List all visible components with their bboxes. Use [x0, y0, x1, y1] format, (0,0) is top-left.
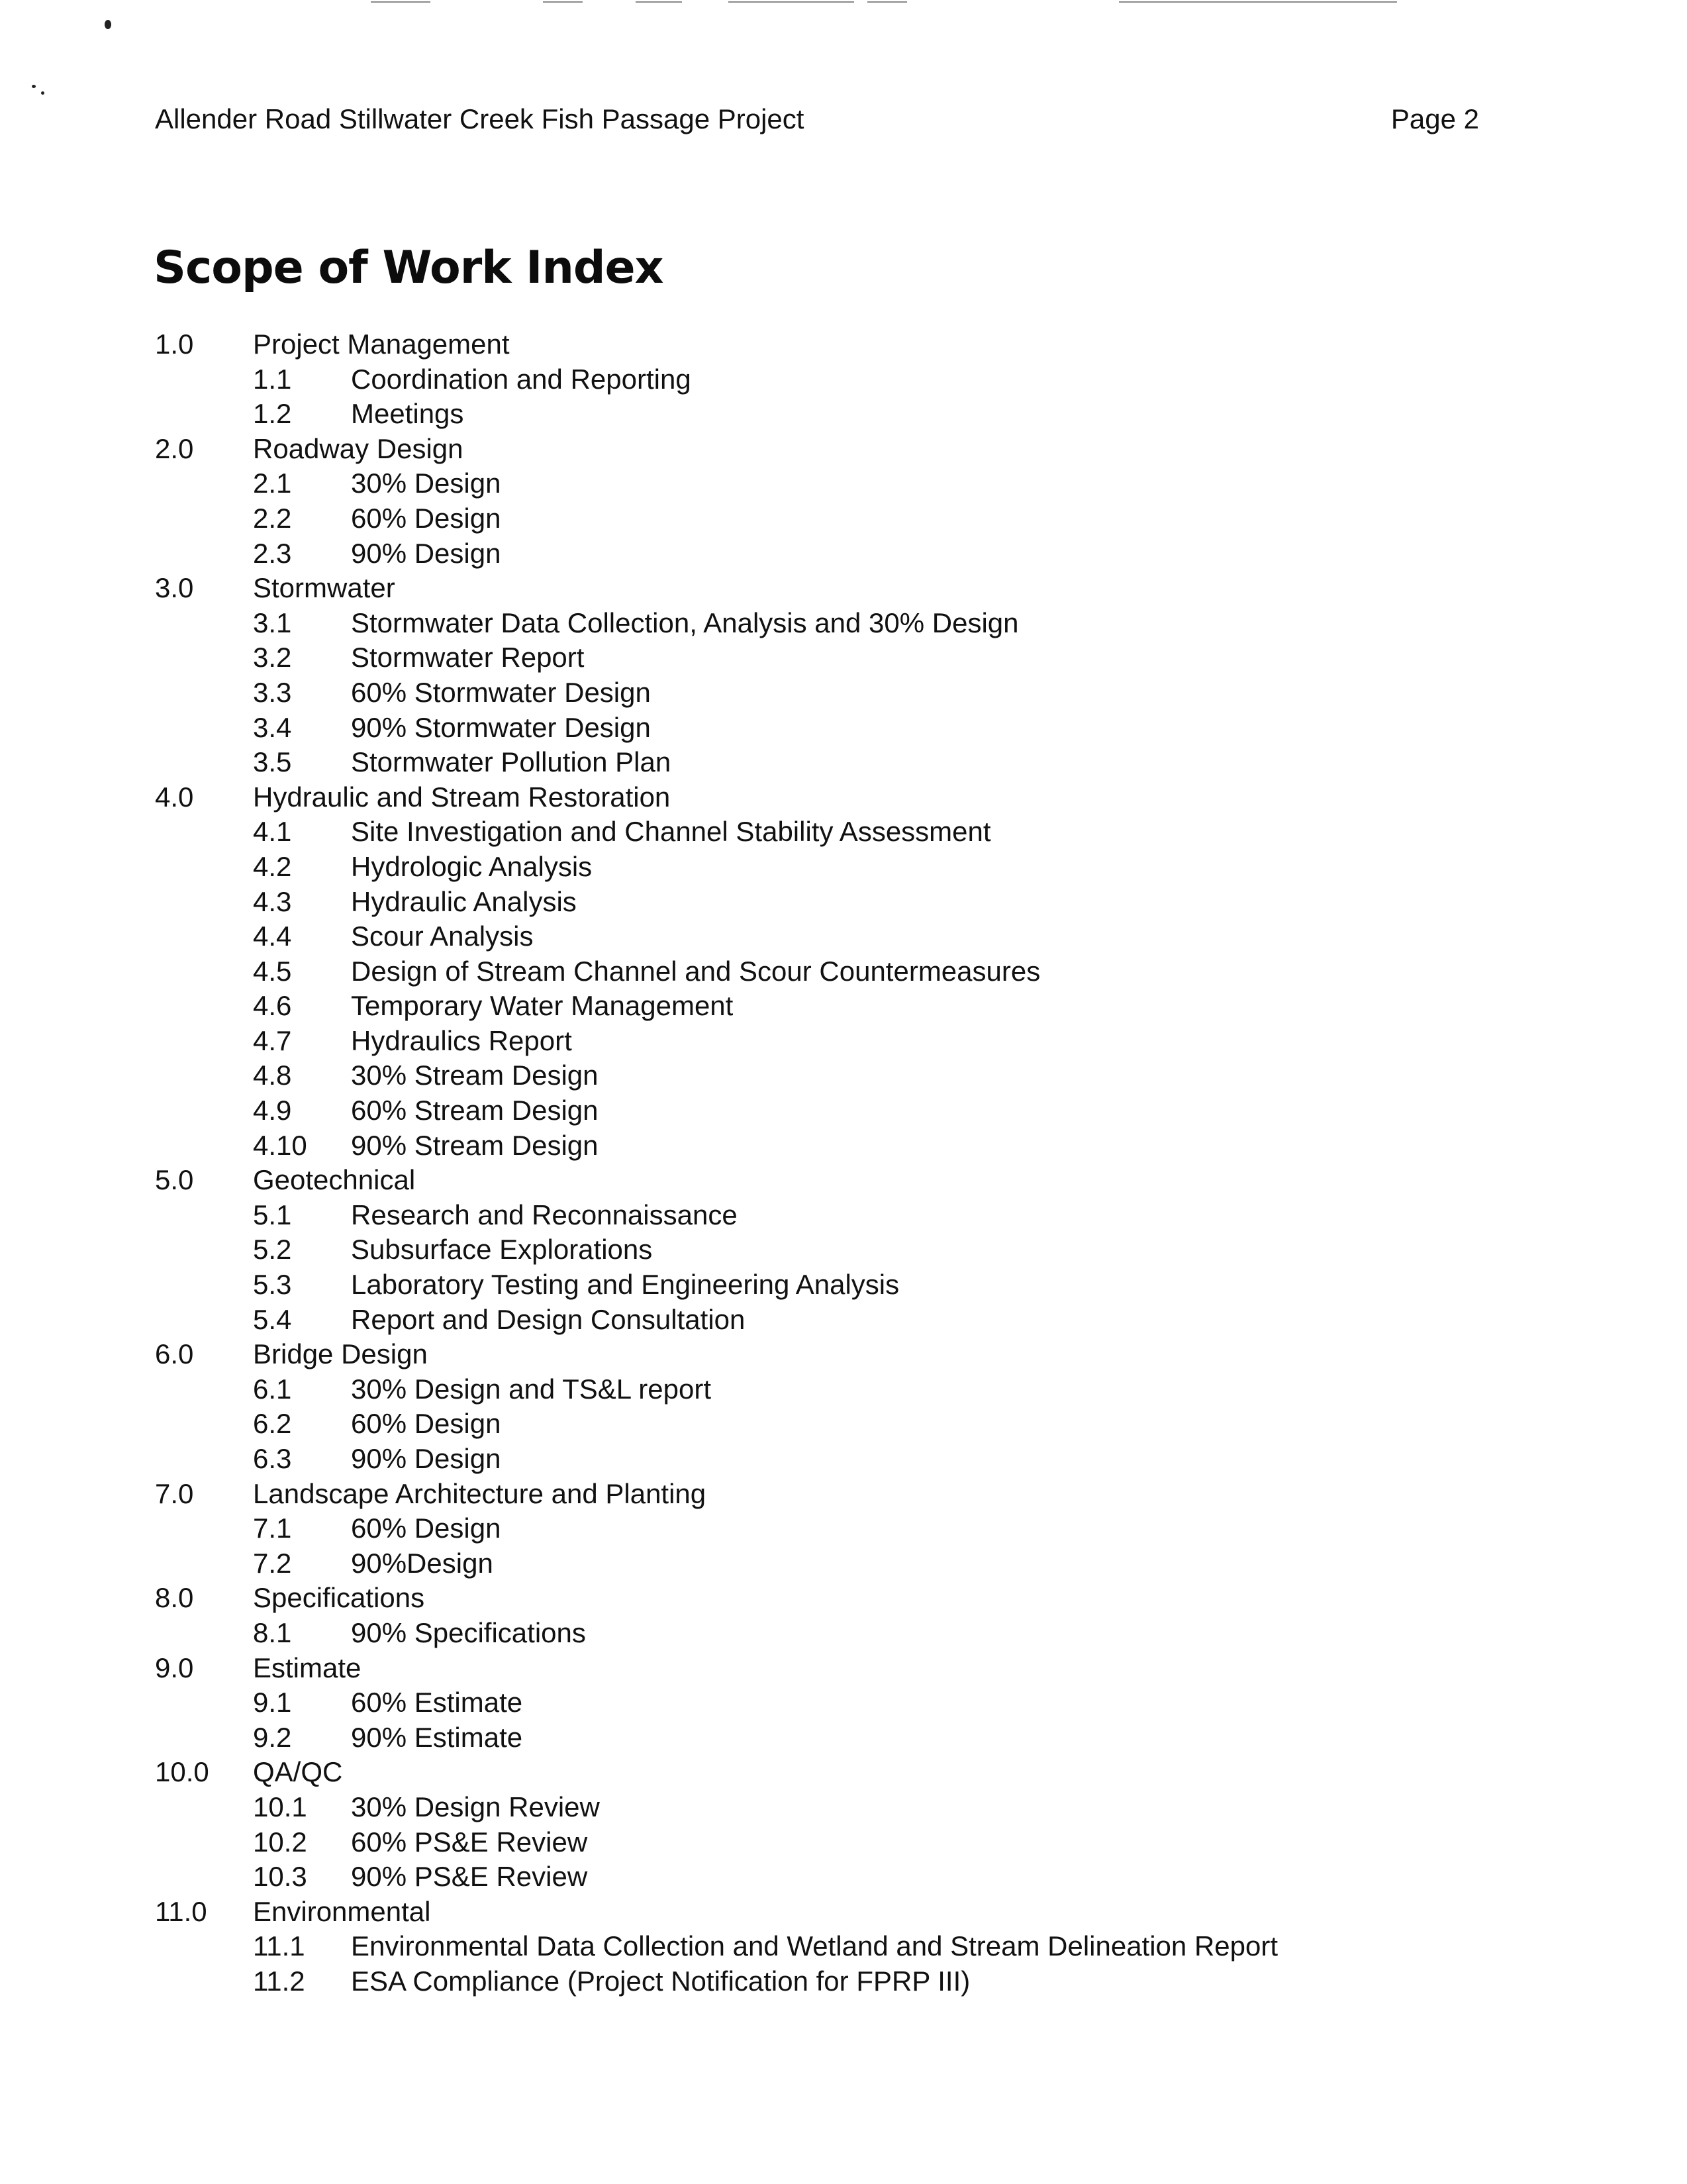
- section-number: 3.0: [155, 572, 194, 604]
- index-item: [155, 1058, 1545, 1093]
- index-item: [155, 1825, 1545, 1860]
- section-title: Stormwater: [253, 572, 395, 604]
- item-number: 2.2: [253, 502, 292, 534]
- item-number: 4.10: [253, 1129, 307, 1161]
- scan-speck: [41, 91, 44, 95]
- item-title: 90% Estimate: [351, 1721, 523, 1753]
- scan-speck: [105, 20, 111, 29]
- index-item: [155, 1407, 1545, 1442]
- item-title: 60% Design: [351, 1408, 501, 1440]
- item-number: 4.5: [253, 955, 292, 987]
- item-title: Hydraulics Report: [351, 1024, 572, 1056]
- item-title: 60% Stormwater Design: [351, 676, 651, 708]
- item-number: 3.1: [253, 607, 292, 638]
- document-title: Allender Road Stillwater Creek Fish Passage Project: [155, 103, 804, 134]
- item-title: Scour Analysis: [351, 920, 534, 952]
- item-title: 30% Design: [351, 468, 501, 499]
- index-item: [155, 397, 1545, 432]
- item-title: 60% Stream Design: [351, 1095, 599, 1126]
- index-item: [155, 362, 1545, 397]
- item-number: 10.2: [253, 1826, 307, 1858]
- section-title: Environmental: [253, 1895, 431, 1927]
- index-item: [155, 1685, 1545, 1720]
- item-number: 9.1: [253, 1687, 292, 1718]
- index-item: [155, 1267, 1545, 1303]
- section-number: 8.0: [155, 1582, 194, 1614]
- section-title: QA/QC: [253, 1756, 343, 1788]
- index-item: [155, 1093, 1545, 1128]
- section-number: 6.0: [155, 1338, 194, 1370]
- section-number: 2.0: [155, 432, 194, 464]
- page-header: [155, 103, 1479, 143]
- index-item: [155, 1024, 1545, 1059]
- index-item: [155, 954, 1545, 989]
- scan-speck: [32, 85, 36, 88]
- index-item: [155, 919, 1545, 954]
- item-number: 7.1: [253, 1513, 292, 1544]
- item-title: Report and Design Consultation: [351, 1303, 746, 1335]
- index-item: [155, 1372, 1545, 1407]
- item-title: 30% Design and TS&L report: [351, 1373, 711, 1405]
- index-item: [155, 1790, 1545, 1825]
- section-number: 11.0: [155, 1895, 207, 1927]
- item-title: 60% Design: [351, 502, 501, 534]
- item-title: Meetings: [351, 398, 464, 430]
- item-title: 30% Design Review: [351, 1791, 600, 1822]
- item-title: Subsurface Explorations: [351, 1234, 653, 1266]
- index-item: [155, 466, 1545, 501]
- item-number: 6.1: [253, 1373, 292, 1405]
- item-title: 30% Stream Design: [351, 1060, 599, 1091]
- item-number: 3.3: [253, 676, 292, 708]
- item-number: 1.1: [253, 363, 292, 395]
- section-number: 1.0: [155, 328, 194, 360]
- index-item: [155, 850, 1545, 885]
- item-title: 90%Design: [351, 1547, 493, 1579]
- item-number: 2.3: [253, 537, 292, 569]
- scope-of-work-index: [155, 327, 1545, 1999]
- item-number: 11.2: [253, 1965, 305, 1997]
- item-number: 3.2: [253, 642, 292, 673]
- index-item: [155, 711, 1545, 746]
- index-item: [155, 1546, 1545, 1581]
- index-section: [155, 1581, 1545, 1616]
- index-item: [155, 1964, 1545, 1999]
- item-title: Stormwater Data Collection, Analysis and 30% Design: [351, 607, 1019, 638]
- item-title: Site Investigation and Channel Stability Assessment: [351, 816, 991, 848]
- item-number: 3.4: [253, 711, 292, 743]
- index-item: [155, 1616, 1545, 1651]
- section-title: Bridge Design: [253, 1338, 428, 1370]
- index-item: [155, 1929, 1545, 1964]
- item-number: 4.9: [253, 1095, 292, 1126]
- item-title: Hydraulic Analysis: [351, 885, 577, 917]
- item-number: 4.7: [253, 1024, 292, 1056]
- index-section: [155, 780, 1545, 815]
- item-title: Stormwater Pollution Plan: [351, 746, 671, 778]
- index-item: [155, 745, 1545, 780]
- index-item: [155, 675, 1545, 711]
- item-title: Research and Reconnaissance: [351, 1199, 738, 1230]
- scan-artifacts: [344, 0, 1404, 5]
- item-title: 60% Design: [351, 1513, 501, 1544]
- item-number: 9.2: [253, 1721, 292, 1753]
- item-number: 3.5: [253, 746, 292, 778]
- item-title: Environmental Data Collection and Wetland and Stream Delineation Report: [351, 1930, 1278, 1962]
- index-item: [155, 1232, 1545, 1267]
- item-title: Design of Stream Channel and Scour Countermeasures: [351, 955, 1041, 987]
- section-title: Hydraulic and Stream Restoration: [253, 781, 671, 813]
- index-section: [155, 1651, 1545, 1686]
- item-title: 60% Estimate: [351, 1687, 523, 1718]
- section-number: 7.0: [155, 1477, 194, 1509]
- index-item: [155, 1511, 1545, 1546]
- item-number: 7.2: [253, 1547, 292, 1579]
- section-number: 9.0: [155, 1652, 194, 1683]
- section-title: Estimate: [253, 1652, 362, 1683]
- item-title: 90% Stormwater Design: [351, 711, 651, 743]
- index-item: [155, 1720, 1545, 1756]
- item-title: Stormwater Report: [351, 642, 585, 673]
- item-number: 5.2: [253, 1234, 292, 1266]
- index-item: [155, 989, 1545, 1024]
- section-title: Specifications: [253, 1582, 425, 1614]
- item-number: 5.4: [253, 1303, 292, 1335]
- item-number: 5.3: [253, 1269, 292, 1301]
- item-number: 10.3: [253, 1861, 307, 1893]
- item-title: 90% Design: [351, 537, 501, 569]
- section-number: 5.0: [155, 1164, 194, 1196]
- item-title: 90% PS&E Review: [351, 1861, 588, 1893]
- item-title: Temporary Water Management: [351, 990, 734, 1022]
- section-title: Roadway Design: [253, 432, 463, 464]
- item-number: 11.1: [253, 1930, 305, 1962]
- item-title: 60% PS&E Review: [351, 1826, 588, 1858]
- index-section: [155, 1337, 1545, 1372]
- page-title: Scope of Work Index: [154, 242, 663, 294]
- index-item: [155, 536, 1545, 571]
- item-number: 2.1: [253, 468, 292, 499]
- index-section: [155, 1895, 1545, 1930]
- item-number: 10.1: [253, 1791, 307, 1822]
- section-title: Project Management: [253, 328, 510, 360]
- item-number: 4.2: [253, 850, 292, 882]
- page-number: Page 2: [1390, 103, 1479, 134]
- item-number: 4.1: [253, 816, 292, 848]
- index-section: [155, 1477, 1545, 1512]
- index-item: [155, 1442, 1545, 1477]
- index-item: [155, 1198, 1545, 1233]
- item-number: 5.1: [253, 1199, 292, 1230]
- index-item: [155, 1303, 1545, 1338]
- item-title: 90% Design: [351, 1443, 501, 1474]
- item-title: 90% Specifications: [351, 1616, 586, 1648]
- item-number: 4.6: [253, 990, 292, 1022]
- index-section: [155, 1755, 1545, 1790]
- index-item: [155, 885, 1545, 920]
- item-number: 6.2: [253, 1408, 292, 1440]
- section-number: 4.0: [155, 781, 194, 813]
- index-item: [155, 815, 1545, 850]
- index-section: [155, 1163, 1545, 1198]
- index-item: [155, 1128, 1545, 1164]
- item-title: Laboratory Testing and Engineering Analysis: [351, 1269, 900, 1301]
- item-number: 6.3: [253, 1443, 292, 1474]
- index-item: [155, 501, 1545, 536]
- section-number: 10.0: [155, 1756, 209, 1788]
- index-item: [155, 640, 1545, 675]
- item-title: ESA Compliance (Project Notification for FPRP III): [351, 1965, 971, 1997]
- item-number: 1.2: [253, 398, 292, 430]
- item-number: 4.8: [253, 1060, 292, 1091]
- section-title: Landscape Architecture and Planting: [253, 1477, 706, 1509]
- index-section: [155, 327, 1545, 362]
- item-number: 4.3: [253, 885, 292, 917]
- index-section: [155, 571, 1545, 606]
- item-title: 90% Stream Design: [351, 1129, 599, 1161]
- section-title: Geotechnical: [253, 1164, 416, 1196]
- index-item: [155, 1860, 1545, 1895]
- index-item: [155, 606, 1545, 641]
- item-number: 8.1: [253, 1616, 292, 1648]
- item-title: Coordination and Reporting: [351, 363, 691, 395]
- item-number: 4.4: [253, 920, 292, 952]
- index-section: [155, 432, 1545, 467]
- item-title: Hydrologic Analysis: [351, 850, 593, 882]
